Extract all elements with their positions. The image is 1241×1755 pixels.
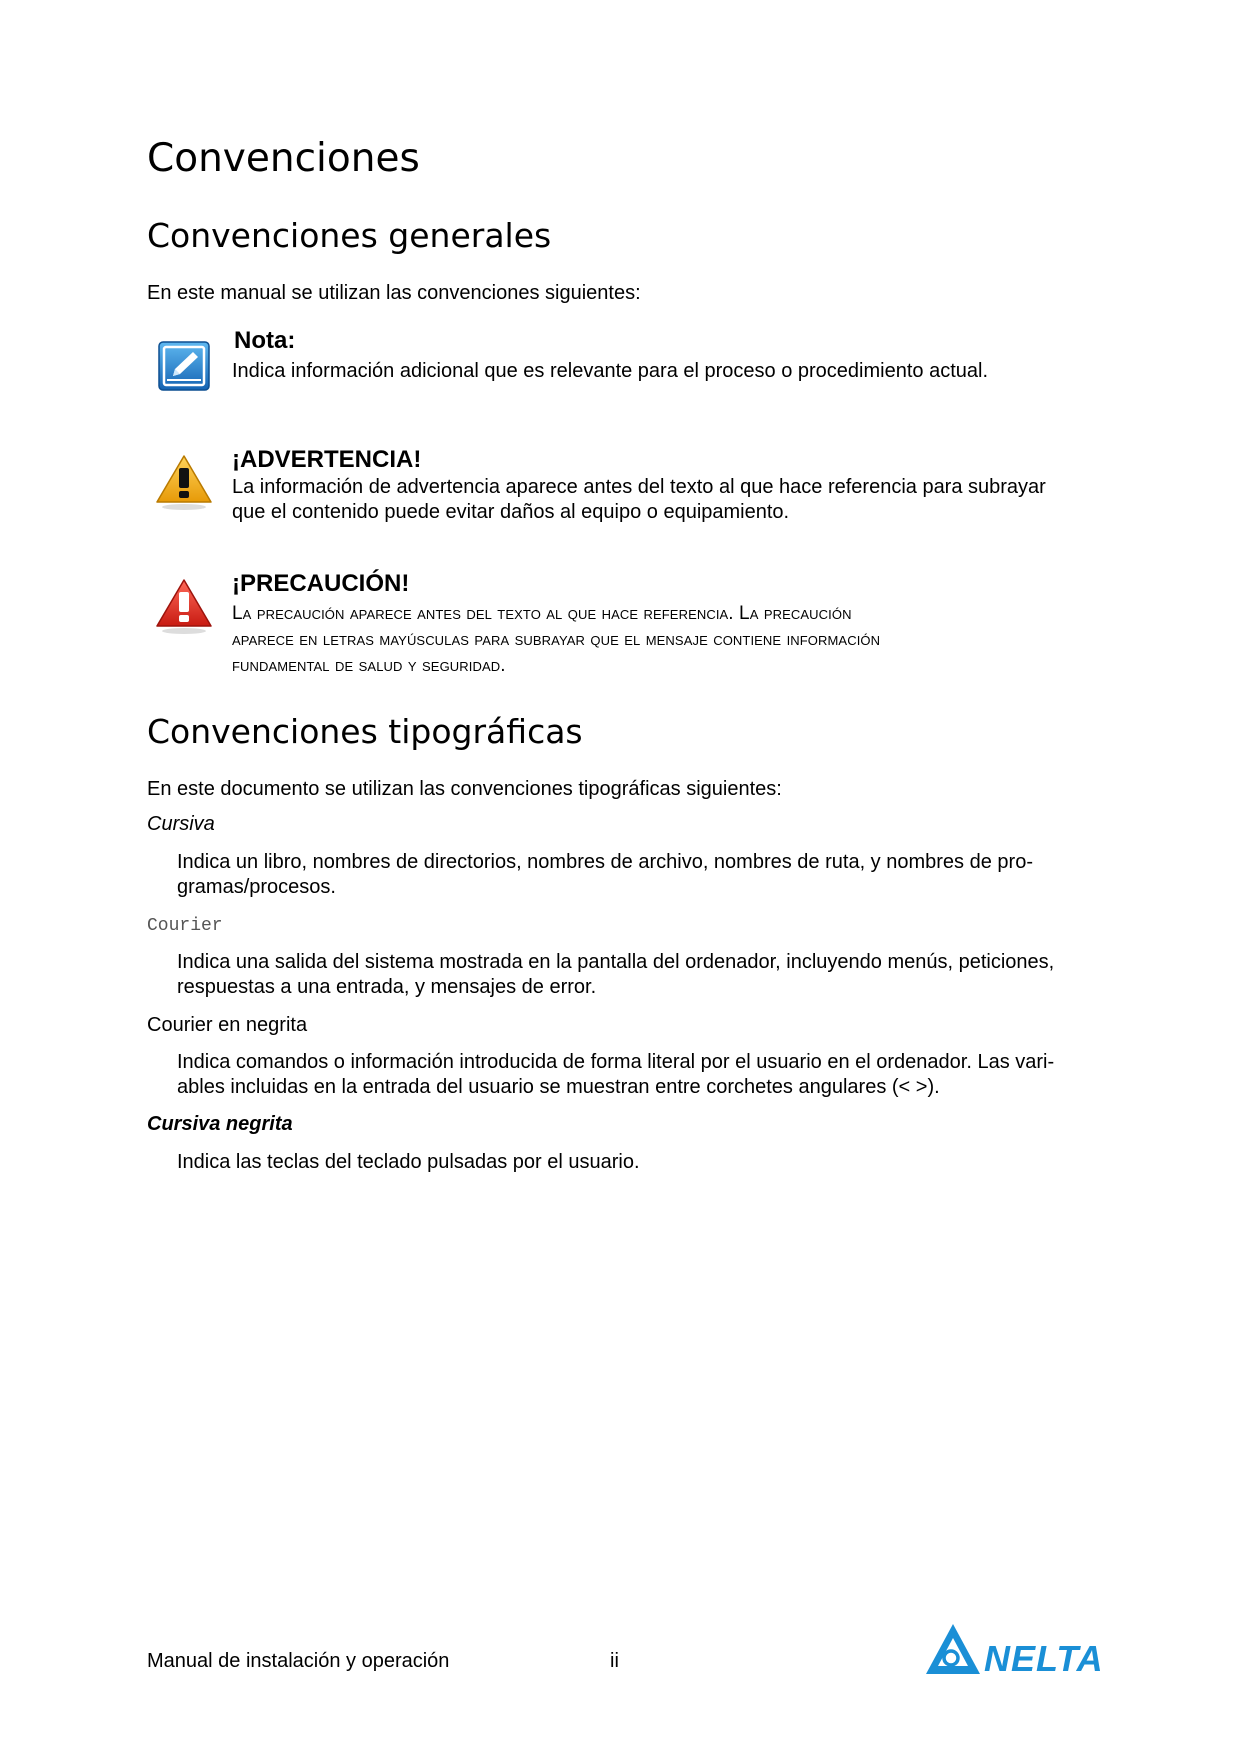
description-line: ables incluidas en la entrada del usuario se muestran entre corchetes angulares (< >). (177, 1076, 940, 1098)
footer-manual-title: Manual de instalación y operación (147, 1650, 450, 1672)
caution-body-line: fundamental de salud y seguridad. (232, 655, 506, 676)
description-line: respuestas a una entrada, y mensajes de error. (177, 976, 597, 998)
term-courier-bold: Courier en negrita (147, 1014, 308, 1036)
warning-body-line: que el contenido puede evitar daños al equipo o equipamiento. (232, 501, 790, 523)
warning-triangle-icon (153, 452, 215, 512)
description-line: Indica comandos o información introducida de forma literal por el usuario en el ordenador. Las vari- (177, 1051, 1055, 1073)
caution-triangle-icon (153, 576, 215, 636)
warning-body-line: La información de advertencia aparece antes del texto al que hace referencia para subrayar (232, 476, 1046, 498)
description-line: Indica un libro, nombres de directorios, nombres de archivo, nombres de ruta, y nombres de pro- (177, 851, 1033, 873)
caution-title: ¡PRECAUCIÓN! (232, 570, 410, 597)
note-body: Indica información adicional que es relevante para el proceso o procedimiento actual. (232, 360, 989, 382)
section-heading-general: Convenciones generales (147, 216, 552, 255)
description-line: gramas/procesos. (177, 876, 336, 898)
note-pencil-icon (155, 338, 213, 396)
section-heading-typographic: Convenciones tipográficas (147, 712, 583, 751)
delta-logo (926, 1622, 1104, 1679)
typographic-intro: En este documento se utilizan las convenciones tipográficas siguientes: (147, 778, 782, 800)
term-description: Indica las teclas del teclado pulsadas por el usuario. (177, 1151, 640, 1173)
term-courier: Courier (147, 916, 223, 936)
term-description (177, 950, 1054, 1000)
term-description (177, 850, 1033, 900)
term-bold-italic: Cursiva negrita (147, 1113, 293, 1135)
general-intro: En este manual se utilizan las convenciones siguientes: (147, 282, 641, 304)
note-title: Nota: (234, 327, 296, 354)
caution-body-line: La precaución aparece antes del texto al que hace referencia. La precaución (232, 603, 852, 624)
delta-logo-text: NELTA (984, 1638, 1104, 1679)
term-description (177, 1050, 1054, 1100)
page-title: Convenciones (147, 136, 420, 181)
warning-title: ¡ADVERTENCIA! (232, 446, 422, 473)
caution-body-line: aparece en letras mayúsculas para subrayar que el mensaje contiene información (232, 629, 881, 650)
term-cursiva: Cursiva (147, 813, 215, 835)
description-line: Indica una salida del sistema mostrada en la pantalla del ordenador, incluyendo menús, peticiones, (177, 951, 1055, 973)
warning-body (232, 475, 1046, 525)
footer-page-number: ii (610, 1650, 619, 1672)
caution-body (232, 601, 880, 679)
